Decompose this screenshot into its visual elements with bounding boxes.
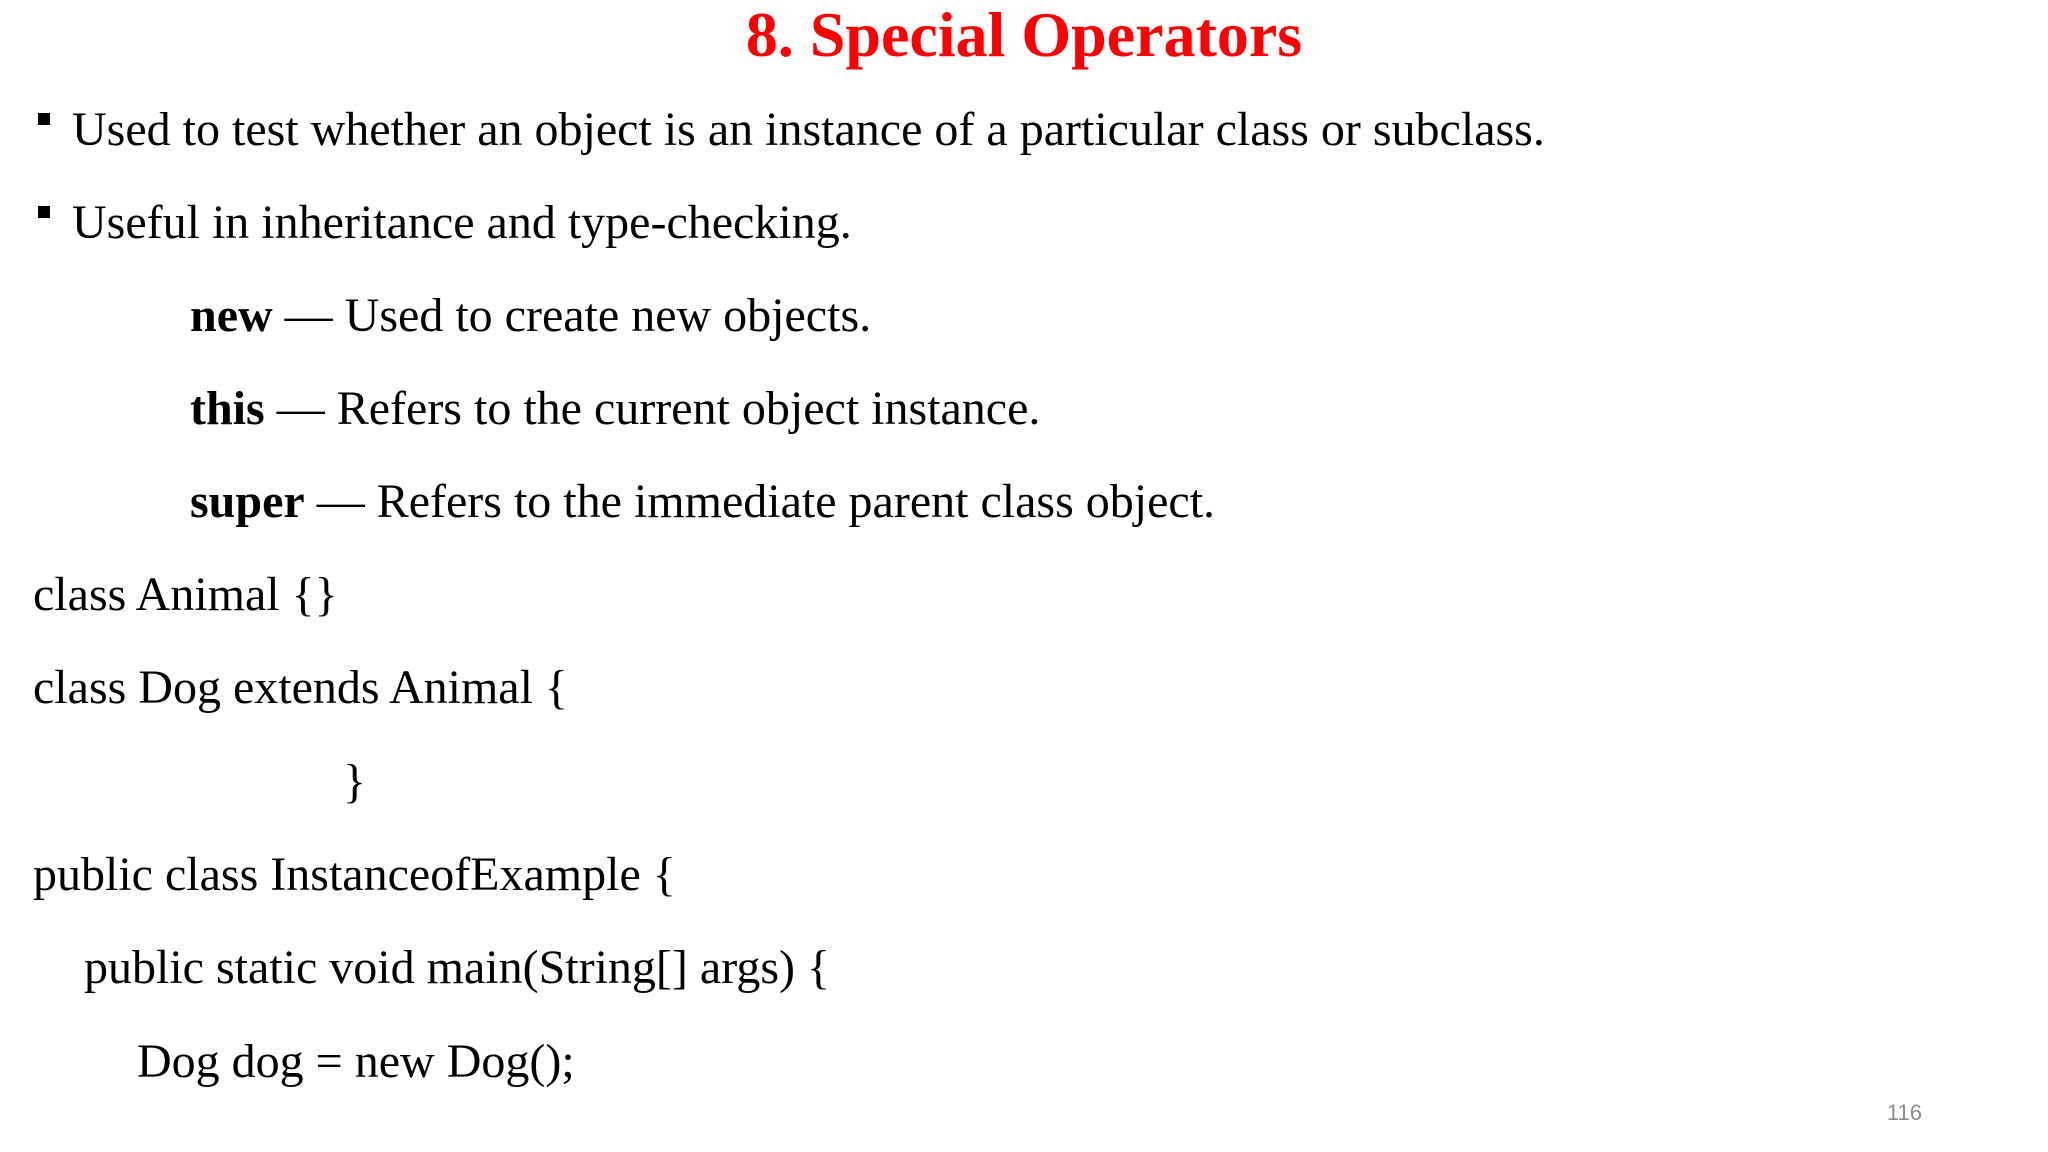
code-line: public static void main(String[] args) {: [84, 941, 831, 994]
bullet-text: Useful in inheritance and type-checking.: [72, 196, 852, 249]
code-line: }: [343, 755, 367, 808]
code-line: public class InstanceofExample {: [33, 848, 676, 901]
operator-row-super: [190, 474, 1215, 530]
operator-description: — Used to create new objects.: [272, 289, 872, 342]
code-line: Dog dog = new Dog();: [137, 1035, 575, 1088]
page-number: 116: [1886, 1100, 1922, 1125]
operator-keyword: new: [190, 289, 273, 342]
code-line: class Dog extends Animal {: [33, 661, 568, 714]
operator-description: — Refers to the current object instance.: [264, 382, 1041, 435]
bullet-square-icon: [38, 206, 50, 218]
bullet-text: Used to test whether an object is an instance of a particular class or subclass.: [72, 103, 1545, 156]
operator-row-this: [190, 381, 1040, 437]
operator-row-new: [190, 288, 871, 344]
operator-keyword: this: [190, 382, 265, 435]
slide-title: 8. Special Operators: [745, 0, 1303, 70]
code-line: class Animal {}: [33, 568, 338, 621]
bullet-square-icon: [38, 113, 50, 125]
operator-description: — Refers to the immediate parent class object.: [304, 475, 1216, 528]
operator-keyword: super: [190, 475, 305, 528]
